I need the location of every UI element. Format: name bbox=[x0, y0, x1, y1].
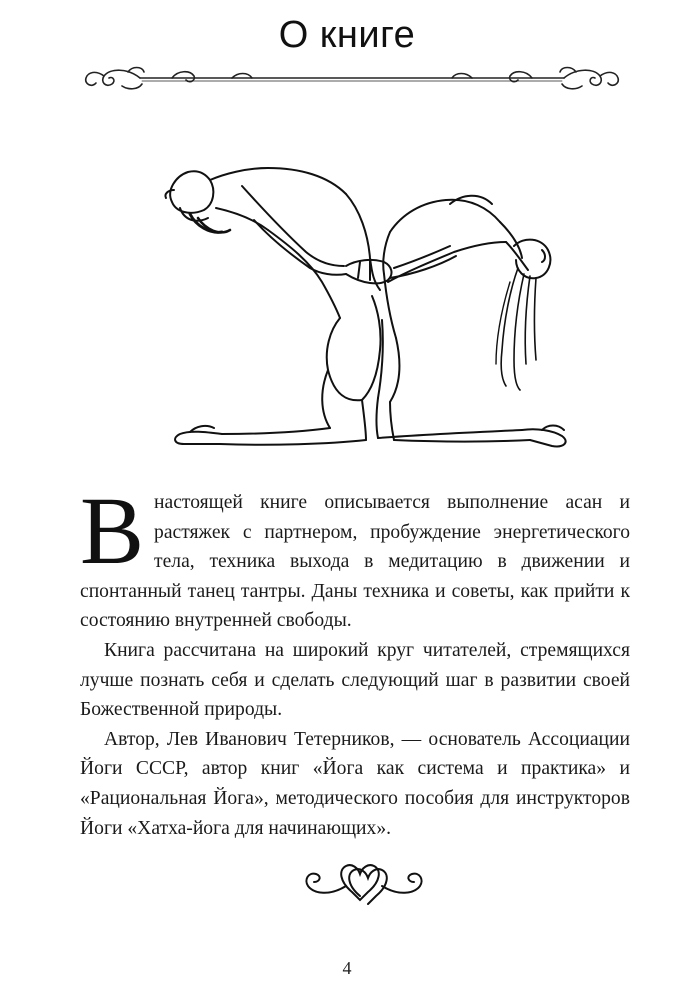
body-text bbox=[80, 477, 630, 843]
header-flourish-ornament bbox=[82, 64, 622, 92]
partner-yoga-pose-illustration bbox=[150, 150, 580, 470]
paragraph-1-text: настоящей книге описывается выполнение асан и растяжек с партнером, пробуждение энергетического тела, техника выхода в медитацию в движении и спонтанный танец тантры. Даны техника и советы, как прийти к состоянию внутренней свободы. bbox=[80, 492, 630, 632]
page-number: 4 bbox=[342, 958, 352, 978]
footer-hearts-ornament bbox=[300, 852, 430, 912]
paragraph-2: Книга рассчитана на широкий круг читателей, стремящихся лучше познать себя и сделать следующий шаг в развитии своей Божественной природы. bbox=[80, 639, 630, 721]
paragraph-3: Автор, Лев Иванович Тетерников, — основатель Ассоциации Йоги СССР, автор книг «Йога как система и практика» и «Рациональная Йога», методического пособия для инструкторов Йоги «Хатха-йога для начинающих». bbox=[80, 728, 630, 839]
drop-cap-letter: В bbox=[80, 477, 145, 584]
page-title: О книге bbox=[278, 14, 416, 56]
paragraph-1 bbox=[80, 477, 630, 636]
